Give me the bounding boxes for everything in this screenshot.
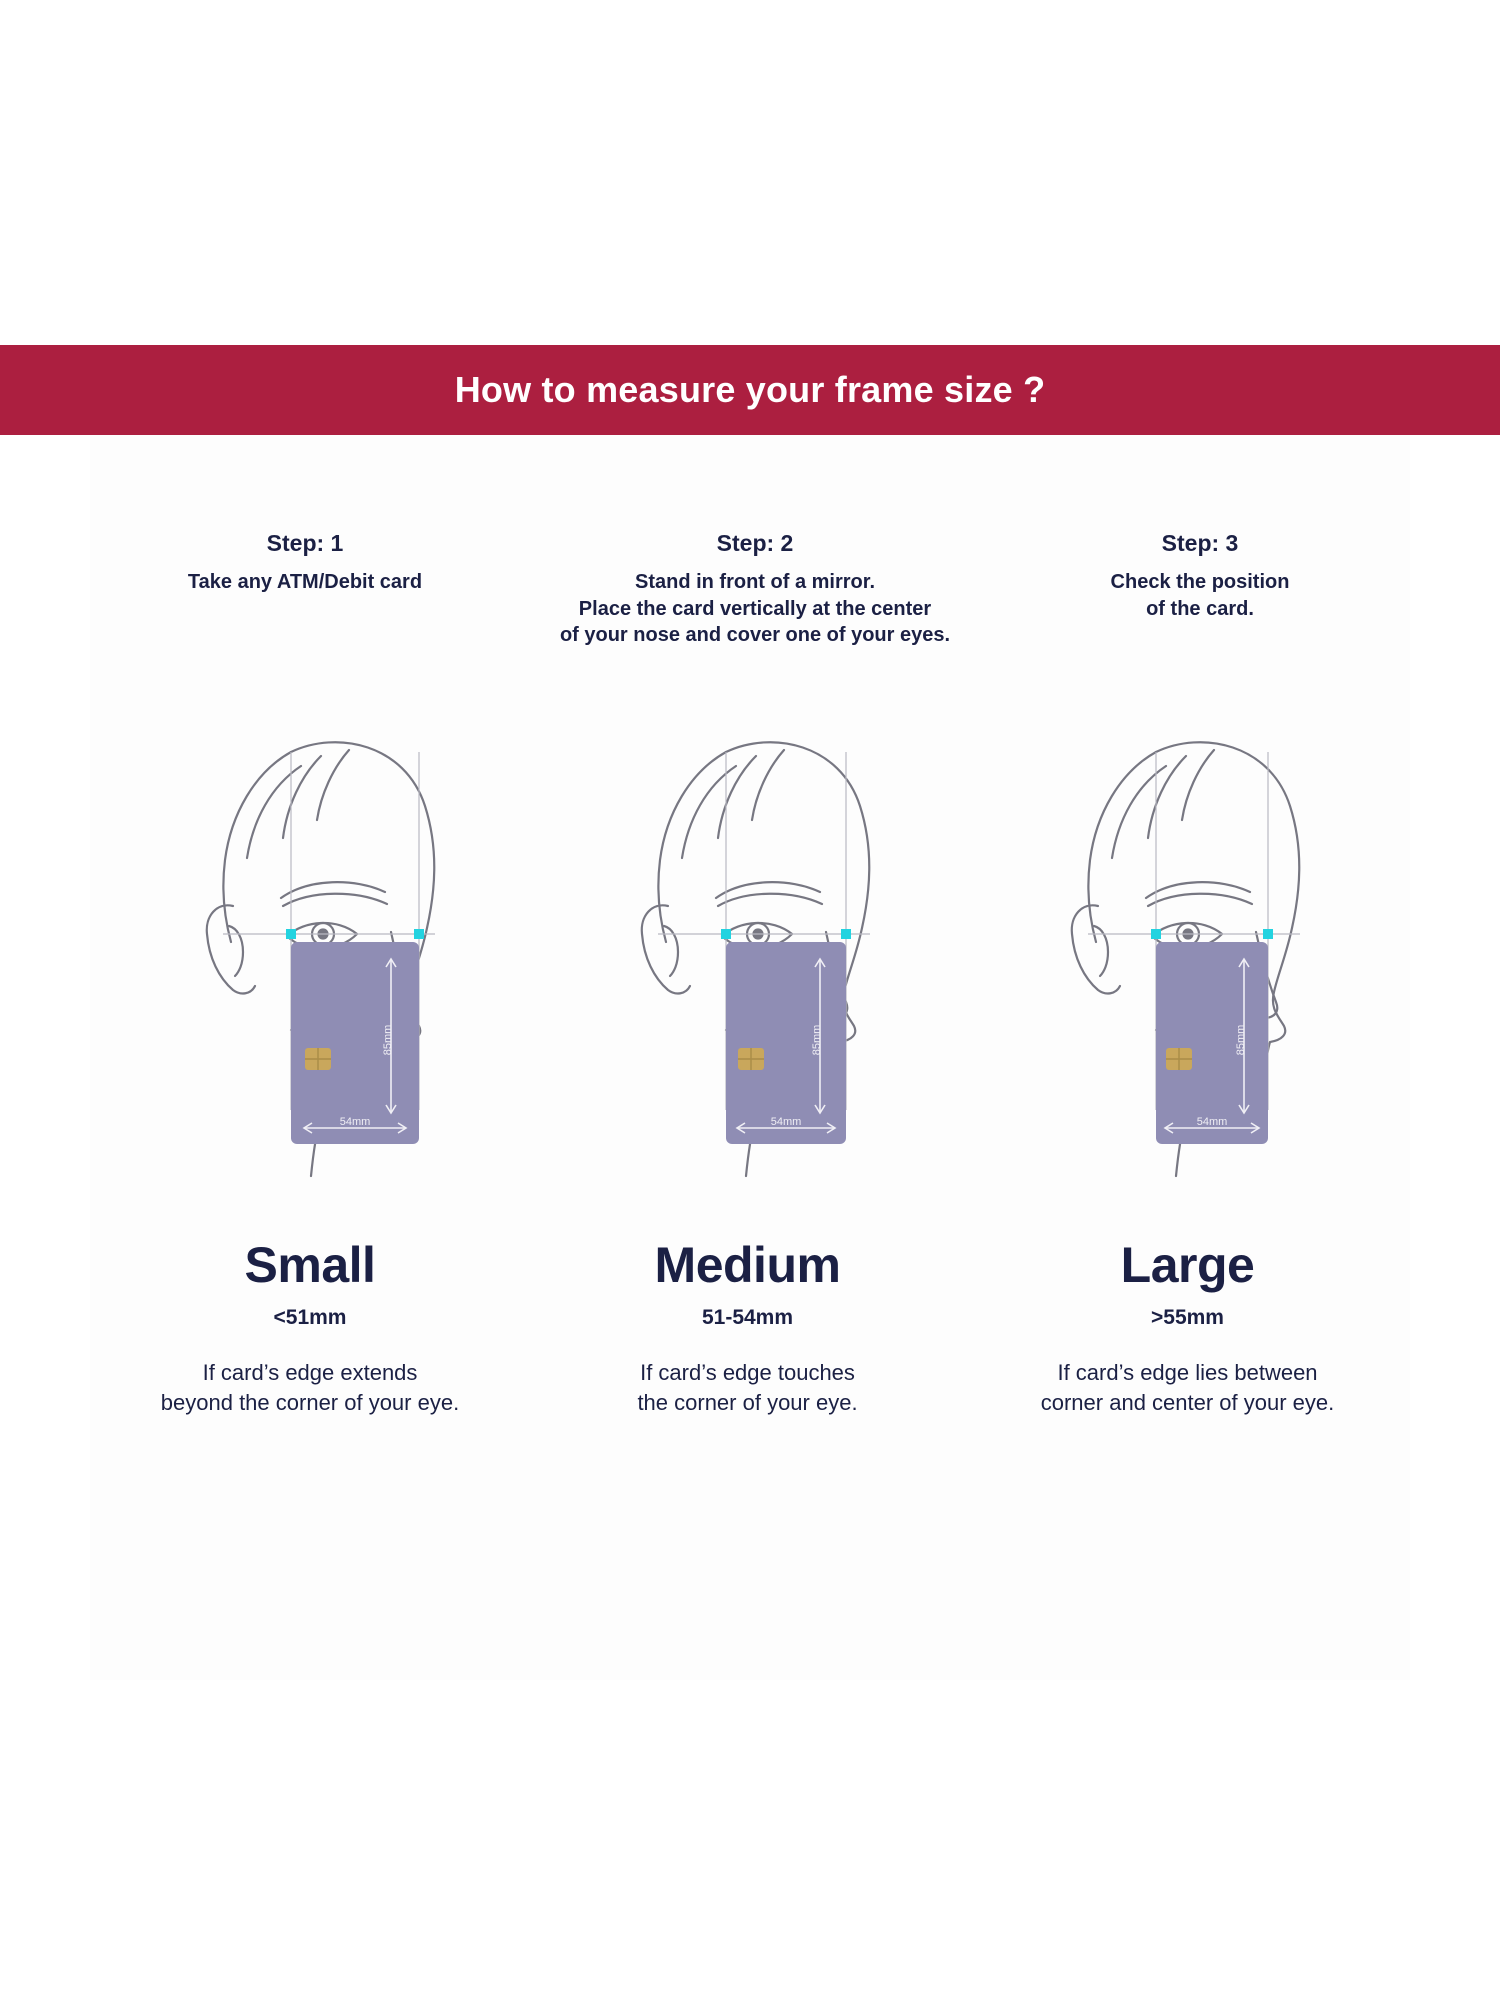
step-2-line-2: Place the card vertically at the center (578, 597, 932, 620)
face-illustration-large (970, 710, 1370, 1180)
step-3 (990, 530, 1410, 649)
step-3-line-1: Check the position (1110, 571, 1290, 593)
step-1 (90, 530, 520, 649)
result-small-name: Small (244, 1237, 376, 1293)
card-width-label: 54mm (339, 1116, 371, 1128)
card-height-label: 85mm (1235, 1024, 1247, 1056)
header-banner (0, 345, 1500, 435)
result-medium (530, 1237, 965, 1417)
card-graphic-small (291, 942, 419, 1144)
step-1-description (90, 569, 520, 596)
result-medium-note (530, 1358, 965, 1417)
illustrations-row (90, 710, 1410, 1180)
card-graphic-large (1156, 942, 1268, 1144)
result-large-note-line-1: If card’s edge lies between (1057, 1360, 1318, 1385)
result-medium-range: 51-54mm (701, 1306, 794, 1329)
content-area (90, 435, 1410, 1680)
step-2-description (520, 569, 990, 649)
step-1-title: Step: 1 (266, 530, 344, 556)
result-medium-note-line-2: the corner of your eye. (637, 1389, 858, 1415)
result-medium-note-line-1: If card’s edge touches (640, 1360, 855, 1385)
step-1-line-1: Take any ATM/Debit card (187, 571, 423, 593)
card-height-label: 85mm (382, 1024, 394, 1056)
top-whitespace (0, 0, 1500, 345)
result-small-range: <51mm (273, 1306, 347, 1329)
result-large-name: Large (1120, 1237, 1255, 1293)
result-small-note-line-2: beyond the corner of your eye. (160, 1389, 460, 1415)
step-3-line-2: of the card. (1146, 597, 1254, 620)
result-small-note-line-1: If card’s edge extends (202, 1360, 418, 1385)
card-width-label: 54mm (770, 1116, 802, 1128)
face-illustration-small (105, 710, 505, 1180)
face-illustration-medium (540, 710, 940, 1180)
result-large-range: >55mm (1151, 1306, 1224, 1329)
steps-row (90, 530, 1410, 649)
result-large (965, 1237, 1410, 1417)
result-small (90, 1237, 530, 1417)
result-small-note (90, 1358, 530, 1417)
card-width-label: 54mm (1196, 1116, 1228, 1128)
card-graphic-medium (726, 942, 846, 1144)
results-row (90, 1237, 1410, 1417)
page-title: How to measure your frame size ? (454, 369, 1046, 410)
step-2-line-1: Stand in front of a mirror. (634, 571, 875, 593)
step-2 (520, 530, 990, 649)
card-height-label: 85mm (811, 1024, 823, 1056)
step-2-line-3: of your nose and cover one of your eyes. (559, 624, 951, 647)
result-large-note (965, 1358, 1410, 1417)
step-3-title: Step: 3 (1161, 530, 1239, 556)
result-large-note-line-2: corner and center of your eye. (1040, 1389, 1335, 1415)
result-medium-name: Medium (654, 1237, 841, 1293)
step-3-description (990, 569, 1410, 622)
step-2-title: Step: 2 (716, 530, 794, 556)
